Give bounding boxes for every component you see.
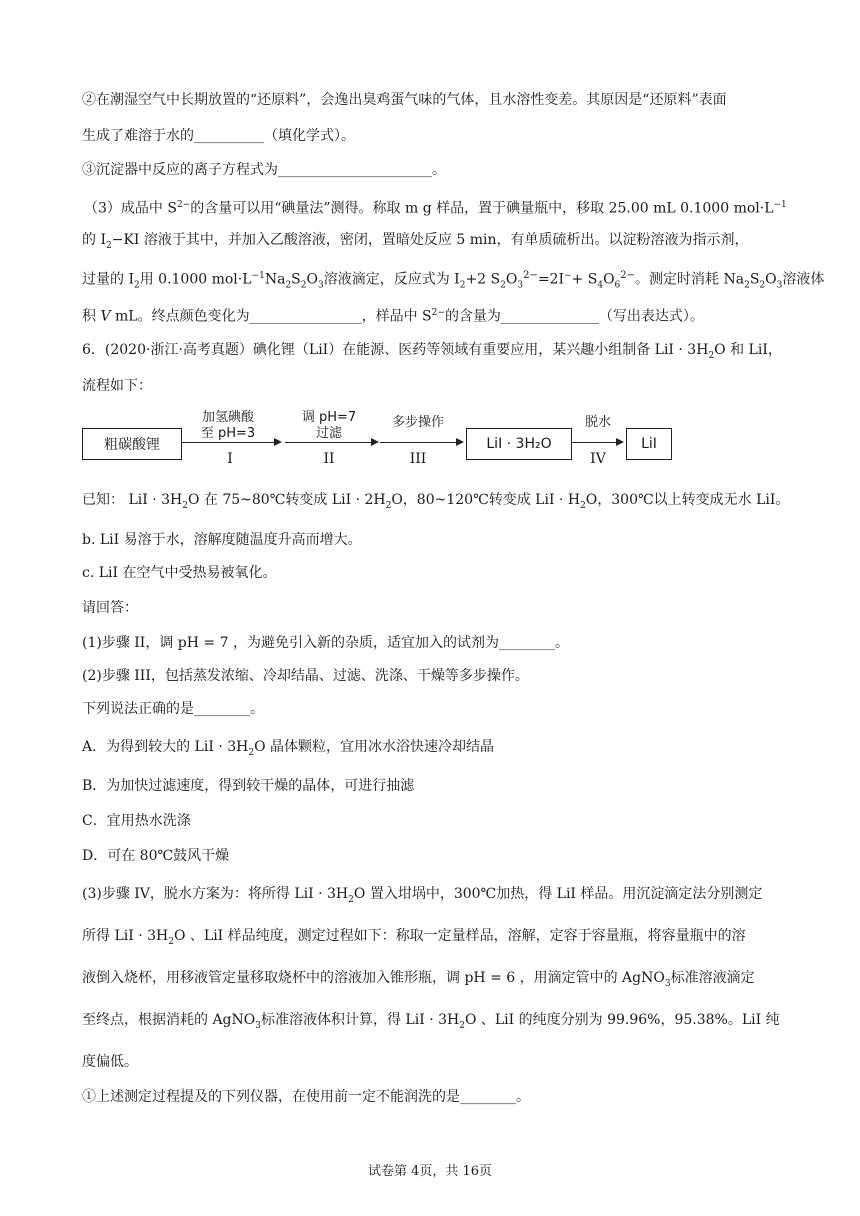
text-line: 下列说法正确的是________。	[82, 701, 264, 717]
flow-arrow-3	[380, 442, 456, 443]
flow-arrow-1	[182, 442, 274, 443]
text-line: ②在潮湿空气中长期放置的“还原料”，会逸出臭鸡蛋气味的气体，且水溶性变差。其原因是“还原料”表面	[82, 92, 727, 108]
process-flow-diagram	[80, 407, 680, 477]
flow-step-1-number: I	[227, 451, 233, 467]
flow-step-4-label: 脱水	[584, 415, 611, 430]
known-info-c: c. LiI 在空气中受热易被氧化。	[82, 565, 277, 581]
flow-arrow-1-head	[274, 438, 282, 446]
known-info-b: b. LiI 易溶于水，溶解度随温度升高而增大。	[82, 532, 362, 548]
question-6-title: 6．(2020·浙江·高考真题）碘化锂（LiI）在能源、医药等领域有重要应用，某兴趣小组制备 LiI · $3H_2O$ 和 LiI，	[82, 342, 782, 361]
flow-arrow-2-head	[371, 438, 379, 446]
flow-step-2-label: 调 pH=7 过滤	[301, 410, 357, 441]
sub-question-1: (1)步骤 II，调 pH = 7 ，为避免引入新的杂质，适宜加入的试剂为________。	[82, 635, 569, 651]
sub-question-2: (2)步骤 III，包括蒸发浓缩、冷却结晶、过滤、洗涤、干燥等多步操作。	[82, 668, 529, 684]
flow-step-1-label: 加氢碘酸 至 pH=3	[200, 410, 256, 441]
text-line: 所得 LiI · $3H_2O$ 、LiI 样品纯度，测定过程如下：称取一定量样品，溶解，定容于容量瓶，将容量瓶中的溶	[82, 928, 746, 947]
flow-box-start: 粗碳酸锂	[82, 428, 182, 460]
flow-arrow-2	[285, 442, 371, 443]
text-line: 生成了难溶于水的__________（填化学式）。	[82, 128, 355, 144]
text-line: 请回答：	[82, 600, 138, 616]
text-line: 至终点，根据消耗的 AgNO$_3$标准溶液体积计算，得 LiI · $3H_2O$ 、LiI 的纯度分别为 99.96%，95.38%。LiI 纯	[82, 1012, 780, 1031]
option-d: D．可在 80℃鼓风干燥	[82, 848, 230, 864]
sub-question-3: (3)步骤 IV，脱水方案为：将所得 LiI · $3H_2O$ 置入坩埚中，300℃加热，得 LiI 样品。用沉淀滴定法分别测定	[82, 886, 763, 905]
flow-box-intermediate: LiI · 3H₂O	[466, 428, 572, 460]
text-line: 过量的 $I_2$用 0.1000 $mol\cdot L^{-1}Na_2S_2O_3$溶液滴定，反应式为 $I_2+2$ $S_2O_3^{2-}=2I^-+ S_4O_6^{2-}$。测定时消耗 $Na_2S_2O_3$溶液体	[82, 270, 825, 291]
option-a: A．为得到较大的 LiI · $3H_2O$ 晶体颗粒，宜用冰水浴快速冷却结晶	[82, 739, 495, 758]
flow-step-4-number: IV	[590, 451, 606, 467]
flow-arrow-4	[572, 442, 616, 443]
flow-step-2-number: II	[323, 451, 335, 467]
text-line: 度偏低。	[82, 1054, 138, 1070]
option-b: B．为加快过滤速度，得到较干燥的晶体，可进行抽滤	[82, 778, 415, 794]
known-info: 已知： LiI · $3H_2O$ 在 75~80℃转变成 LiI · $2H_2O$，80~120℃转变成 LiI · $H_2O$，300℃以上转变成无水 LiI。	[82, 492, 790, 511]
flow-box-end: LiI	[626, 428, 672, 460]
text-line: ①上述测定过程提及的下列仪器，在使用前一定不能润洗的是________。	[82, 1089, 530, 1105]
flow-arrow-4-head	[616, 438, 624, 446]
text-line: 液倒入烧杯，用移液管定量移取烧杯中的溶液加入锥形瓶，调 pH = 6 ，用滴定管中的 AgNO$_3$标准溶液滴定	[82, 970, 755, 989]
option-c: C．宜用热水洗涤	[82, 813, 191, 829]
text-line: 积 V mL。终点颜色变化为________________，样品中 $S^{2-}$的含量为______________（写出表达式）。	[82, 308, 704, 325]
text-line: ③沉淀器中反应的离子方程式为______________________。	[82, 162, 446, 178]
page-footer: 试卷第 4页，共 16页	[367, 1164, 493, 1179]
text-line: 流程如下：	[82, 378, 152, 394]
flow-step-3-number: III	[409, 451, 427, 467]
flow-step-3-label: 多步操作	[391, 415, 444, 430]
text-line: 的 $I_2-KI$ 溶液于其中，并加入乙酸溶液，密闭，置暗处反应 5 min，有单质硫析出。以淀粉溶液为指示剂，	[82, 232, 749, 251]
flow-arrow-3-head	[456, 438, 464, 446]
text-line: （3）成品中 $S^{2-}$的含量可以用“碘量法”测得。称取 m g 样品，置于碘量瓶中，移取 25.00 mL 0.1000 $mol\cdot L^{-1}$	[84, 200, 787, 217]
